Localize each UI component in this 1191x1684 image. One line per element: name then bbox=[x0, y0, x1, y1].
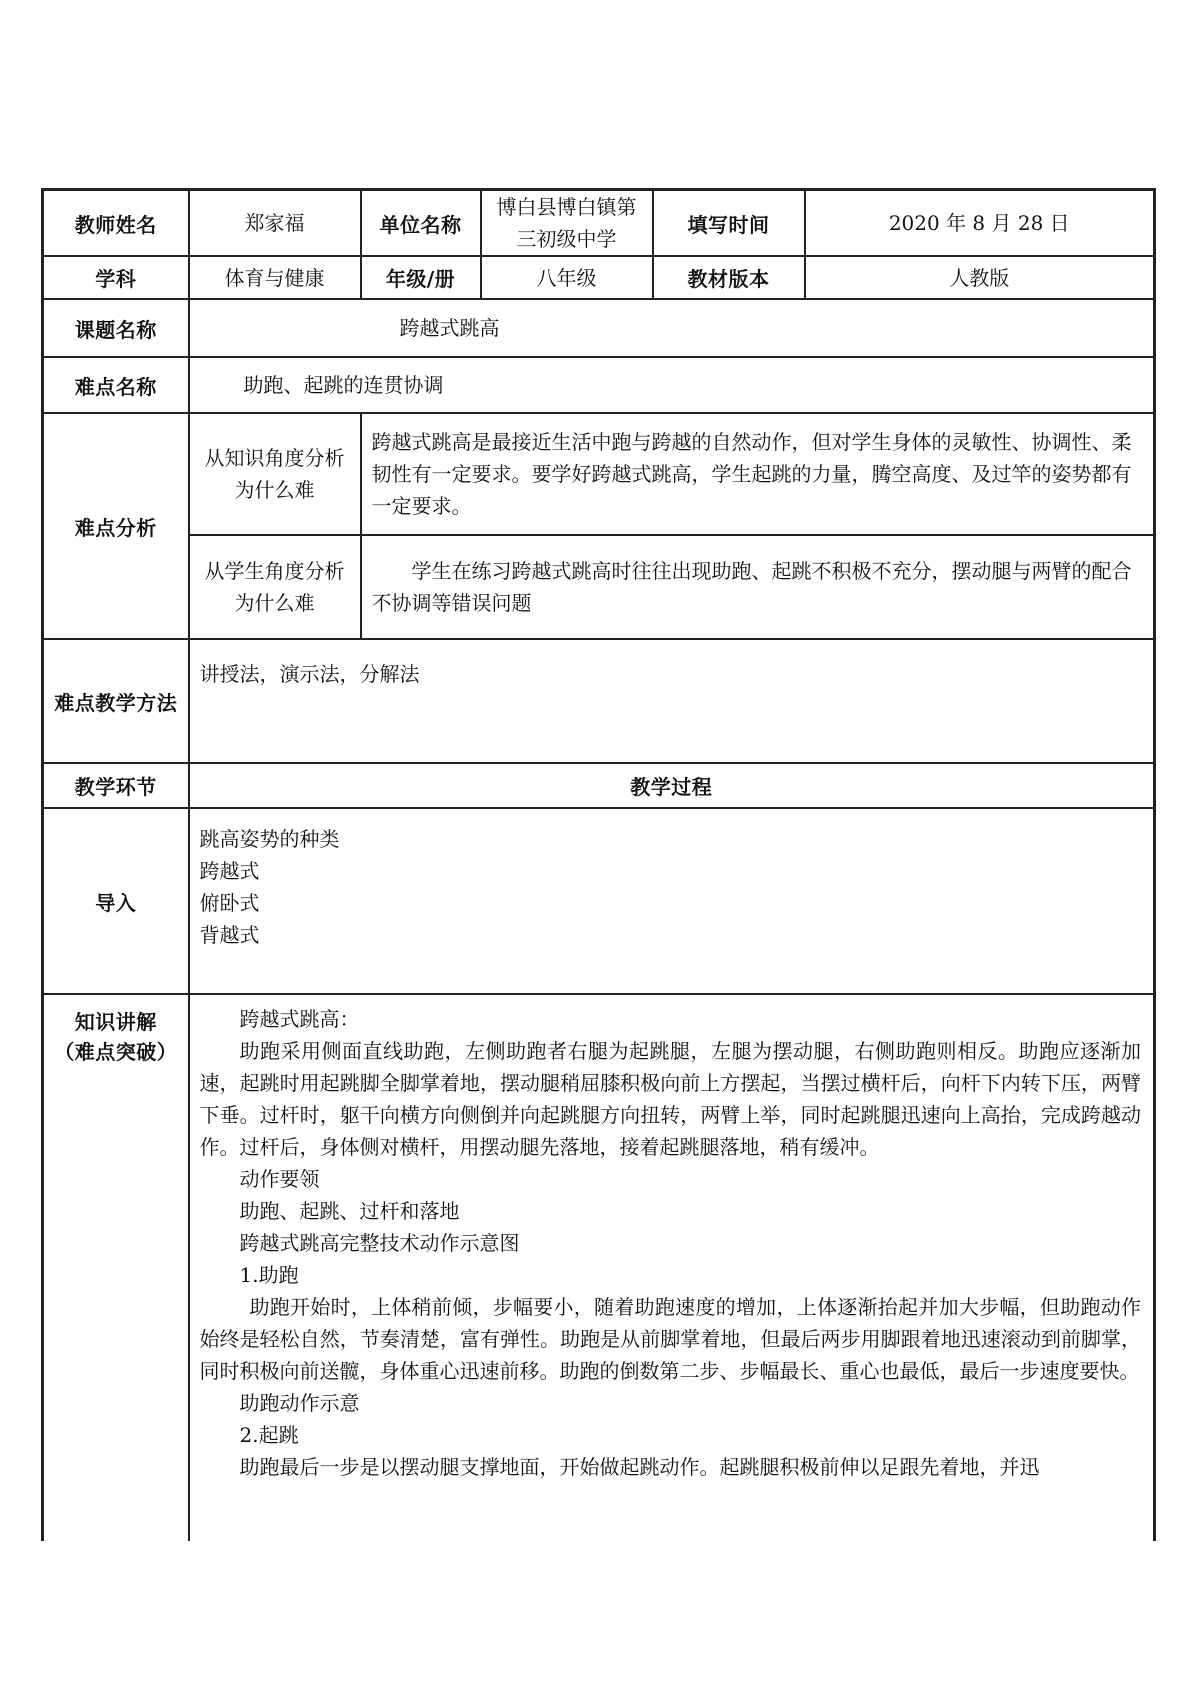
student-angle-label: 从学生角度分析为什么难 bbox=[189, 535, 361, 639]
process-header: 教学过程 bbox=[189, 763, 1155, 808]
date-value: 2020 年 8 月 28 日 bbox=[805, 190, 1155, 257]
teacher-label: 教师姓名 bbox=[43, 190, 189, 257]
header-row-2 bbox=[43, 256, 1155, 299]
analysis-row-student bbox=[43, 535, 1155, 639]
student-angle-cell bbox=[361, 535, 1155, 639]
grade-label: 年级/册 bbox=[361, 256, 481, 299]
knowledge-paragraph: 助跑采用侧面直线助跑，左侧助跑者右腿为起跳腿，左腿为摆动腿，右侧助跑则相反。助跑应逐渐加速，起跳时用起跳脚全脚掌着地，摆动腿稍屈膝积极向前上方摆起，当摆过横杆后，向杆下内转下压，两臂下垂。过杆时，躯干向横方向侧倒并向起跳腿方向扭转，两臂上举，同时起跳腿迅速向上高抬，完成跨越动作。过杆后，身体侧对横杆，用摆动腿先落地，接着起跳腿落地，稍有缓冲。 bbox=[199, 1039, 1141, 1159]
knowledge-content bbox=[189, 994, 1155, 1541]
knowledge-paragraph: 跨越式跳高： bbox=[239, 1007, 360, 1031]
intro-row bbox=[43, 808, 1155, 994]
knowledge-label-line2: （难点突破） bbox=[54, 1040, 178, 1064]
knowledge-paragraph: 1.助跑 bbox=[239, 1263, 299, 1287]
knowledge-row bbox=[43, 994, 1155, 1541]
method-value: 讲授法，演示法，分解法 bbox=[189, 639, 1155, 763]
knowledge-paragraph: 跨越式跳高完整技术动作示意图 bbox=[239, 1231, 520, 1255]
difficulty-row bbox=[43, 357, 1155, 413]
header-row-1 bbox=[43, 190, 1155, 257]
edition-label: 教材版本 bbox=[653, 256, 805, 299]
knowledge-paragraph: 助跑、起跳、过杆和落地 bbox=[239, 1199, 460, 1223]
intro-line: 跳高姿势的种类 bbox=[199, 827, 340, 851]
date-label: 填写时间 bbox=[653, 190, 805, 257]
knowledge-angle-text: 跨越式跳高是最接近生活中跑与跨越的自然动作，但对学生身体的灵敏性、协调性、柔韧性有一定要求。要学好跨越式跳高，学生起跳的力量，腾空高度、及过竿的姿势都有一定要求。 bbox=[361, 413, 1155, 535]
unit-label: 单位名称 bbox=[361, 190, 481, 257]
knowledge-angle-label: 从知识角度分析为什么难 bbox=[189, 413, 361, 535]
subject-label: 学科 bbox=[43, 256, 189, 299]
analysis-label: 难点分析 bbox=[43, 413, 189, 639]
unit-name: 博白县博白镇第三初级中学 bbox=[481, 190, 653, 257]
method-row bbox=[43, 639, 1155, 763]
edition-value: 人教版 bbox=[805, 256, 1155, 299]
intro-label: 导入 bbox=[43, 808, 189, 994]
topic-value: 跨越式跳高 bbox=[189, 299, 1155, 357]
difficulty-value: 助跑、起跳的连贯协调 bbox=[189, 357, 1155, 413]
subject-value: 体育与健康 bbox=[189, 256, 361, 299]
intro-line: 俯卧式 bbox=[199, 891, 260, 915]
knowledge-paragraph: 2.起跳 bbox=[239, 1423, 299, 1447]
knowledge-paragraph: 助跑最后一步是以摆动腿支撑地面，开始做起跳动作。起跳腿积极前伸以足跟先着地，并迅 bbox=[239, 1455, 1040, 1479]
intro-content bbox=[189, 808, 1155, 994]
grade-value: 八年级 bbox=[481, 256, 653, 299]
topic-label: 课题名称 bbox=[43, 299, 189, 357]
topic-row bbox=[43, 299, 1155, 357]
knowledge-paragraph: 动作要领 bbox=[239, 1167, 320, 1191]
method-label: 难点教学方法 bbox=[43, 639, 189, 763]
intro-line: 跨越式 bbox=[199, 859, 260, 883]
teacher-name: 郑家福 bbox=[189, 190, 361, 257]
process-header-row bbox=[43, 763, 1155, 808]
knowledge-paragraph: 助跑动作示意 bbox=[239, 1391, 360, 1415]
stage-header: 教学环节 bbox=[43, 763, 189, 808]
student-angle-text: 学生在练习跨越式跳高时往往出现助跑、起跳不积极不充分，摆动腿与两臂的配合不协调等错误问题 bbox=[371, 559, 1132, 615]
knowledge-label-line1: 知识讲解 bbox=[74, 1010, 157, 1034]
difficulty-label: 难点名称 bbox=[43, 357, 189, 413]
lesson-plan-table bbox=[41, 188, 1156, 1541]
analysis-row-knowledge bbox=[43, 413, 1155, 535]
intro-line: 背越式 bbox=[199, 923, 260, 947]
knowledge-paragraph: 助跑开始时，上体稍前倾，步幅要小，随着助跑速度的增加，上体逐渐抬起并加大步幅，但助跑动作始终是轻松自然，节奏清楚，富有弹性。助跑是从前脚掌着地，但最后两步用脚跟着地迅速滚动到前脚掌，同时积极向前送髋，身体重心迅速前移。助跑的倒数第二步、步幅最长、重心也最低，最后一步速度要快。 bbox=[199, 1295, 1141, 1383]
knowledge-label-cell bbox=[43, 994, 189, 1541]
